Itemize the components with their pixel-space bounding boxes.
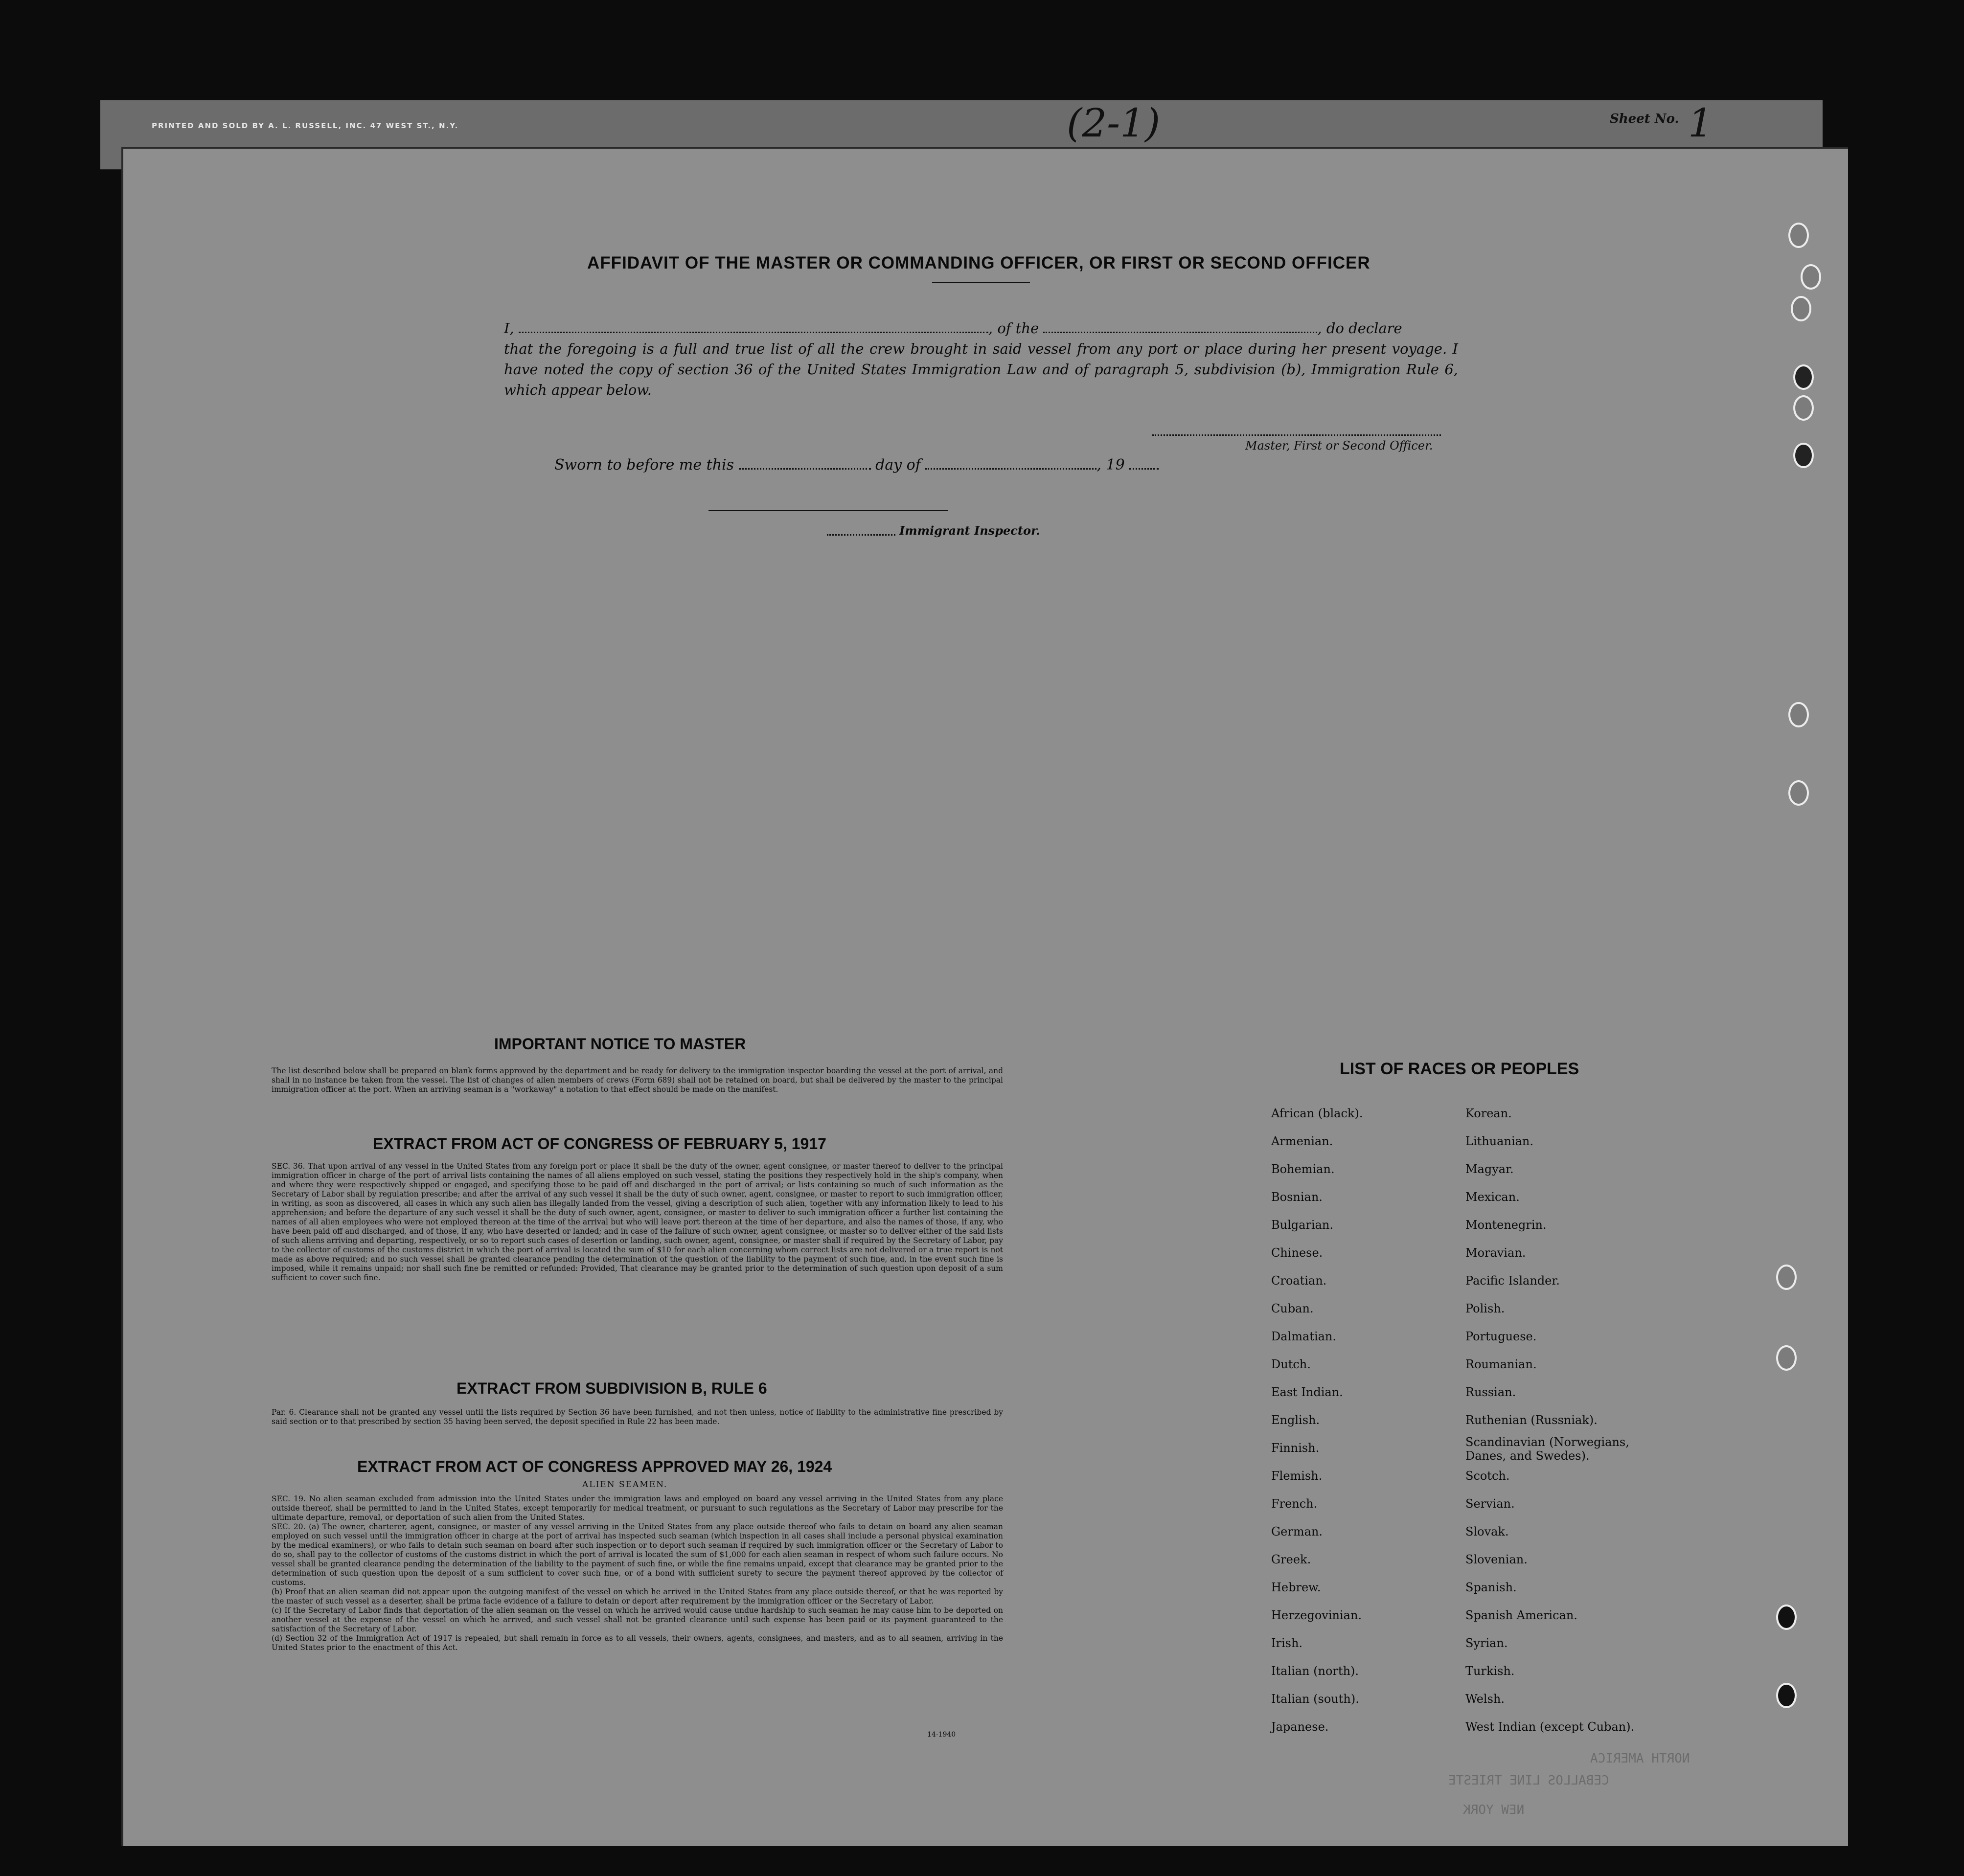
race-item: Servian. [1465,1497,1515,1511]
races-title: LIST OF RACES OR PEOPLES [1340,1060,1579,1078]
race-item: Irish. [1271,1636,1303,1650]
race-item: Croatian. [1271,1274,1327,1288]
race-item: Roumanian. [1465,1357,1537,1371]
title-underline [932,282,1030,283]
inspector-signature-line[interactable] [827,534,895,536]
race-item: Italian (south). [1271,1692,1359,1706]
race-item: Syrian. [1465,1636,1508,1650]
inspector-label: Immigrant Inspector. [899,523,1040,538]
section-20-d-text: (d) Section 32 of the Immigration Act of 1917 is repealed, but shall remain in force as to all vessels, their owners, agents, consignees, and masters, and as to all seamen, arriving in the United States prior to the enactment of this Act. [272,1634,1003,1652]
race-item: Chinese. [1271,1246,1323,1260]
section-20-b-text: (b) Proof that an alien seaman did not appear upon the outgoing manifest of the vessel on which he arrived in the United States from any place outside thereof, or that he was reported by the master of such vessel as a deserter, shall be prima facie evidence of a failure to detain or deport after requirement by the immigration officer or the Secretary of Labor. [272,1587,1003,1605]
sworn-month-field[interactable] [925,468,1096,470]
race-item: Russian. [1465,1385,1516,1399]
section-20-text: SEC. 20. (a) The owner, charterer, agent, consignee, or master of any vessel arriving in the United States from any place outside thereof who fails to detain on board any alien seaman employed on such vessel until the immigration officer in charge at the port of arrival has inspected such seaman (which inspection in all cases shall include a personal physical examination by the medical examiners), or who fails to detain such seaman on board after such inspection or to deport such seaman if required by such immigration officer or the Secretary of Labor to do so, shall pay to the collector of customs of the customs district in which the port of arrival is located the sum of $1,000 for each alien seaman in respect of whom such failure occurs. No vessel shall be granted clearance pending the determination of the liability to the payment of such fine, or while the fine remains unpaid, except that clearance may be granted prior to the determination of such question upon the deposit of a sum sufficient to cover such fine, or of a bond with sufficient surety to secure the payment thereof approved by the collector of customs. [272,1522,1003,1587]
signature-line[interactable] [1152,434,1441,436]
extract-1917-text: SEC. 36. That upon arrival of any vessel in the United States from any foreign port or place it shall be the duty of the owner, agent consignee, or master thereof to deliver to the principal immigration officer in charge of the port of arrival lists containing the names of all aliens employed on such vessel, stating the positions they respectively hold in the ship's company, when and where they were respectively shipped or engaged, and specifying those to be paid off and discharged in the port of arrival; or lists containing so much of such information as the Secretary of Labor shall by regulation prescribe; and after the arrival of any such vessel it shall be the duty of such owner, agent, consignee, or master to report to such immigration officer, in writing, as soon as discovered, all cases in which any such alien has illegally landed from the vessel, giving a description of such alien, together with any information likely to lead to his apprehension; and before the departure of any such vessel it shall be the duty of such owner, agent, consignee, or master to deliver to such immigration officer a further list containing the names of all alien employees who were not employed thereon at the time of the arrival but who will leave port thereon at the time of her departure, and also the names of those, if any, who have been paid off and discharged, and of those, if any, who have deserted or landed; and in case of the failure of such owner, agent consignee, or master so to deliver either of the said lists of such aliens arriving and departing, respectively, or so to report such cases of desertion or landing, such owner, agent, consignee, or master shall if required by the Secretary of Labor, pay to the collector of customs of the customs district in which the port of arrival is located the sum of $10 for each alien concerning whom correct lists are not delivered or a true report is not made as above required; and no such vessel shall be granted clearance pending the determination of the question of the liability to the payment of such fine, and, in the event such fine is imposed, while it remains unpaid; nor shall such fine be remitted or refunded: Provided, That clearance may be granted prior to the determination of such question upon deposit of a sum sufficient to cover such fine. [272,1162,1003,1282]
year-label: , 19 [1096,456,1125,474]
race-item: Hebrew. [1271,1581,1321,1594]
declaration-text: that the foregoing is a full and true list of all the crew brought in said vessel from any port or place during her present voyage. I have noted the copy of section 36 of the United States Immigration Law and of paragraph 5, subdivision (b), Immigration Rule 6, which appear below. [504,340,1458,398]
race-item: Montenegrin. [1465,1218,1547,1232]
race-item: Scotch. [1465,1469,1510,1483]
race-item: Cuban. [1271,1302,1314,1315]
race-item: Dalmatian. [1271,1330,1337,1343]
race-item: German. [1271,1525,1323,1538]
race-item: Spanish American. [1465,1608,1577,1622]
race-item: Bohemian. [1271,1162,1335,1176]
race-item: Portuguese. [1465,1330,1537,1343]
extract-1924-subtitle: ALIEN SEAMEN. [582,1480,668,1490]
race-item: Slovenian. [1465,1553,1528,1566]
extract-1924-text [272,1494,1003,1652]
race-item: Lithuanian. [1465,1134,1534,1148]
declarant-name-field[interactable] [519,332,988,333]
section-19-text: SEC. 19. No alien seaman excluded from admission into the United States under the immigration laws and employed on board any vessel arriving in the United States from any place outside thereof, shall be permitted to land in the United States, except temporarily for medical treatment, or pursuant to such regulations as the Secretary of Labor may prescribe for the ultimate departure, removal, or deportation of such alien from the United States. [272,1494,1003,1522]
binder-hole-icon [1801,264,1821,290]
race-item: English. [1271,1413,1320,1427]
race-item: Dutch. [1271,1357,1311,1371]
binder-hole-icon [1788,223,1809,248]
binder-hole-icon [1788,702,1809,727]
extract-rule6-title: EXTRACT FROM SUBDIVISION B, RULE 6 [457,1379,767,1397]
race-item: Turkish. [1465,1664,1515,1678]
declaration-block [504,318,1458,400]
printer-imprint: PRINTED AND SOLD BY A. L. RUSSELL, INC. 47 WEST ST., N.Y. [152,121,459,130]
sheet-number-label: Sheet No. [1610,112,1679,126]
vessel-name-field[interactable] [1043,332,1317,333]
race-item: Armenian. [1271,1134,1333,1148]
race-item: West Indian (except Cuban). [1465,1720,1635,1734]
race-item: Finnish. [1271,1441,1320,1455]
race-item: African (black). [1271,1107,1363,1120]
sheet-number-value: 1 [1688,100,1713,146]
notice-text: The list described below shall be prepared on blank forms approved by the department and be ready for delivery to the immigration inspector boarding the vessel at the port of arrival, and shall in no instance be taken from the vessel. The list of changes of alien members of crews (Form 689) shall not be retained on board, but shall be delivered by the master to the principal immigration officer at the port. When an arriving seaman is a "workaway" a notation to that effect should be made on the manifest. [272,1066,1003,1094]
extract-rule6-text: Par. 6. Clearance shall not be granted any vessel until the lists required by Section 36 have been furnished, and not then unless, notice of liability to the administrative fine prescribed by said section or to that prescribed by section 35 having been served, the deposit specified in Rule 22 has been made. [272,1408,1003,1426]
sworn-day-field[interactable] [739,468,871,470]
race-item: East Indian. [1271,1385,1343,1399]
race-item: Greek. [1271,1553,1311,1566]
race-item: Herzegovinian. [1271,1608,1362,1622]
race-item: Moravian. [1465,1246,1526,1260]
declare-label: , do declare [1317,320,1402,337]
affidavit-title: AFFIDAVIT OF THE MASTER OR COMMANDING OFFICER, OR FIRST OR SECOND OFFICER [587,253,1370,272]
bleed-through-text: CEBALLOS LINE TRIESTE [1448,1773,1609,1788]
signature-label: Master, First or Second Officer. [1245,439,1433,452]
extract-1917-title: EXTRACT FROM ACT OF CONGRESS OF FEBRUARY 5, 1917 [373,1135,826,1153]
race-item: Japanese. [1271,1720,1329,1734]
race-item: Pacific Islander. [1465,1274,1560,1288]
bleed-through-text: NORTH AMERICA [1590,1751,1690,1766]
sworn-label: Sworn to before me this [554,456,734,474]
inspector-rule [708,510,948,511]
race-item: Spanish. [1465,1581,1517,1594]
extract-1924-title: EXTRACT FROM ACT OF CONGRESS APPROVED MAY 26, 1924 [357,1458,832,1475]
binder-hole-icon [1776,1605,1797,1630]
sworn-year-field[interactable] [1129,468,1159,470]
notice-title: IMPORTANT NOTICE TO MASTER [494,1035,746,1053]
race-item: Ruthenian (Russniak). [1465,1413,1598,1427]
handwritten-number: (2-1) [1067,100,1161,146]
race-item: Polish. [1465,1302,1505,1315]
race-item: Mexican. [1465,1190,1520,1204]
race-item: Slovak. [1465,1525,1509,1538]
binder-hole-icon [1776,1265,1797,1290]
race-item: Scandinavian (Norwegians, Danes, and Swedes). [1465,1435,1629,1463]
race-item: Bulgarian. [1271,1218,1333,1232]
race-item: Italian (north). [1271,1664,1359,1678]
binder-hole-icon [1788,780,1809,806]
bleed-through-text: NEW YORK [1463,1803,1525,1817]
race-item: Flemish. [1271,1469,1323,1483]
race-item: Magyar. [1465,1162,1514,1176]
binder-hole-icon [1776,1345,1797,1371]
binder-hole-icon [1791,296,1811,321]
race-item: Welsh. [1465,1692,1505,1706]
form-number: 14-1940 [927,1731,956,1739]
race-item: French. [1271,1497,1318,1511]
binder-hole-icon [1793,395,1814,421]
binder-hole-icon [1793,364,1814,390]
section-20-c-text: (c) If the Secretary of Labor finds that deportation of the alien seaman on the vessel on which he arrived would cause undue hardship to such seaman he may cause him to be deported on another vessel at the expense of the vessel on which he arrived, and such vessel shall not be granted clearance until such expense has been paid or its payment guaranteed to the satisfaction of the Secretary of Labor. [272,1606,1003,1633]
binder-hole-icon [1776,1683,1797,1708]
race-item: Korean. [1465,1107,1512,1120]
day-of-label: day of [875,456,921,474]
vessel-label: , of the [988,320,1039,337]
race-item: Bosnian. [1271,1190,1323,1204]
declarant-label: I, [504,320,514,337]
binder-hole-icon [1793,443,1814,468]
sworn-line [554,456,1159,474]
